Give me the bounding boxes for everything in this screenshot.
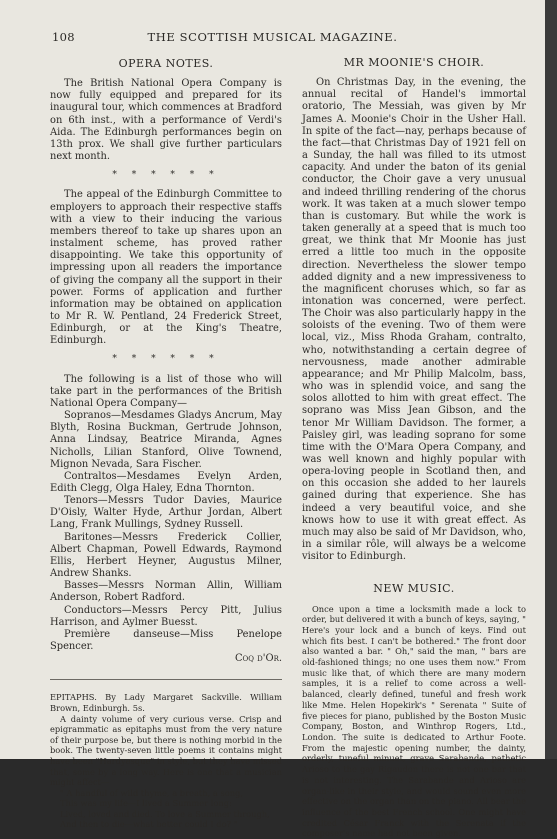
new-music-heading: NEW MUSIC. bbox=[373, 582, 455, 596]
opera-notes-paragraph-2: The appeal of the Edinburgh Committee to employers to approach their respective staffs with a view to their inducing the various members thereof to take up shares upon an instalment scheme, has proved rather disappointing. We take this opportunity of impressing upon all readers the importance of giving the company all the support in their power. Forms of application and further information may be obtained on application to Mr R. W. Pentland, 24 Frederick Street, Edinburgh, or at the King's Theatre, Edinburgh. bbox=[50, 189, 282, 347]
verse-line: This was my life—I lived a Summer long: bbox=[60, 798, 232, 809]
section-divider-stars: * * * * * * bbox=[112, 170, 220, 181]
verse-line: Lived, loved and died. To love a Summer through, bbox=[60, 808, 270, 819]
basses-list: Basses—Messrs Norman Allin, William Anderson, Robert Radford. bbox=[50, 580, 282, 604]
epitaphs-title-line: EPITAPHS. By Lady Margaret Sackville. William Brown, Edinburgh. 5s. bbox=[50, 692, 282, 713]
page-number: 108 bbox=[52, 30, 75, 44]
author-signature: Coq d'Or. bbox=[234, 653, 282, 665]
new-music-article: Once upon a time a locksmith made a lock to order, but delivered it with a bunch of keys, saying, " Here's your lock and a bunch of keys. Find out which fits best. I can't be bothered." The front door also wanted a bar. " Oh," said the man, " bars are old-fashioned things; no one uses them now." From music like that, of which there are many modern samples, it is a relief to come across a well-balanced, clearly defined, tuneful and fresh work like Mme. Helen Hopekirk's " Serenata " Suite of five pieces for piano, published by the Boston Music Company, Boston, and Winthrop Rogers, Ltd., London. The suite is dedicated to Arthur Foote. From the majestic opening number, the dainty, orderly, tuneful minuet, grave Sarabande, pathetic Arioso to the gay Rigaudon there is not one bar that is not interesting. The Sarabande and Arioso are organ-like in their style, and would sound even more effective on the organ than on the piano. All bear the influence of the best French school. One might have credited César Franck with the Serenata if the composer's name had not been given. bbox=[302, 603, 526, 839]
page-edge-shadow bbox=[545, 0, 557, 759]
verse-line: " A handful of wild thyme, a breath, a song, bbox=[60, 787, 244, 798]
new-music-section bbox=[302, 583, 526, 839]
epitaphs-review bbox=[50, 692, 282, 830]
section-rule bbox=[50, 679, 282, 680]
moonie-choir-heading: MR MOONIE'S CHOIR. bbox=[343, 56, 485, 69]
right-column bbox=[302, 54, 526, 839]
left-column bbox=[50, 54, 282, 830]
conductors-list: Conductors—Messrs Percy Pitt, Julius Harrison, and Aylmer Buesst. bbox=[50, 604, 282, 628]
epitaphs-review-body: A dainty volume of very curious verse. Crisp and epigrammatic as epitaphs must from the very nature of their purpose be, but there is nothing morbid in the book. The twenty-seven little poems it contains might have been "Hardyesque" in style, but they have missed that, some by a long way. Here is one that a musician might affect— bbox=[50, 713, 282, 788]
verse-line: And then to die—what better could I do? " bbox=[60, 819, 238, 830]
opera-notes-heading: OPERA NOTES. bbox=[118, 57, 214, 70]
opera-notes-paragraph-3: The following is a list of those who will take part in the performances of the British National Opera Company— bbox=[50, 373, 282, 409]
sopranos-list: Sopranos—Mesdames Gladys Ancrum, May Blyth, Rosina Buckman, Gertrude Johnson, Anna Lindsay, Beatrice Miranda, Agnes Nicholls, Lilian Stanford, Olive Townend, Mignon Nevada, Sara Fischer. bbox=[50, 410, 282, 470]
running-title: THE SCOTTISH MUSICAL MAGAZINE. bbox=[147, 30, 398, 44]
opera-notes-paragraph-1: The British National Opera Company is now fully equipped and prepared for its inaugural tour, which commences at Bradford on 6th inst., with a performance of Verdi's Aida. The Edinburgh performances begin on 13th prox. We shall give further particulars next month. bbox=[50, 78, 282, 163]
tenors-list: Tenors—Messrs Tudor Davies, Maurice D'Oisly, Walter Hyde, Arthur Jordan, Albert Lang, Frank Mullings, Sydney Russell. bbox=[50, 495, 282, 531]
contraltos-list: Contraltos—Mesdames Evelyn Arden, Edith Clegg, Olga Haley, Edna Thornton. bbox=[50, 470, 282, 494]
section-divider-stars: * * * * * * bbox=[112, 354, 220, 365]
baritones-list: Baritones—Messrs Frederick Collier, Albert Chapman, Powell Edwards, Raymond Ellis, Herbert Heyner, Augustus Milner, Andrew Shanks. bbox=[50, 531, 282, 580]
epitaph-verse bbox=[60, 788, 282, 830]
premiere-danseuse: Première danseuse—Miss Penelope Spencer. bbox=[50, 628, 282, 653]
moonie-choir-article: On Christmas Day, in the evening, the annual recital of Handel's immortal oratorio, The Messiah, was given by Mr James A. Moonie's Choir in the Usher Hall. In spite of the fact—nay, perhaps because of the fact—that Christmas Day of 1921 fell on a Sunday, the hall was filled to its utmost capacity. And under the baton of its genial conductor, the Choir gave a very unusual and indeed thrilling rendering of the chorus work. It was taken at a much slower tempo than is customary. But while the work is taken generally at a speed that is much too great, we think that Mr Moonie has just erred a little too much in the opposite direction. Nevertheless the slower tempo added dignity and a new impressiveness to the magnificent choruses which, so far as intonation was concerned, were perfect. The Choir was also particularly happy in the soloists of the evening. Two of them were local, viz., Miss Rhoda Graham, contralto, who, notwithstanding a certain degree of nervousness, made another admirable appearance; and Mr Philip Malcolm, bass, who was in splendid voice, and sang the solos allotted to him with great effect. The soprano was Miss Jean Gibson, and the tenor Mr William Davidson. The former, a Paisley girl, was leading soprano for some time with the O'Mara Opera Company, and was well known and highly popular with opera-loving people in Scotland then, and on this occasion she added to her laurels gained during that experience. She has indeed a very beautiful voice, and she knows how to use it with great effect. As much may also be said of Mr Davidson, who, in a similar rôle, will always be a welcome visitor to Edinburgh. bbox=[302, 77, 526, 563]
